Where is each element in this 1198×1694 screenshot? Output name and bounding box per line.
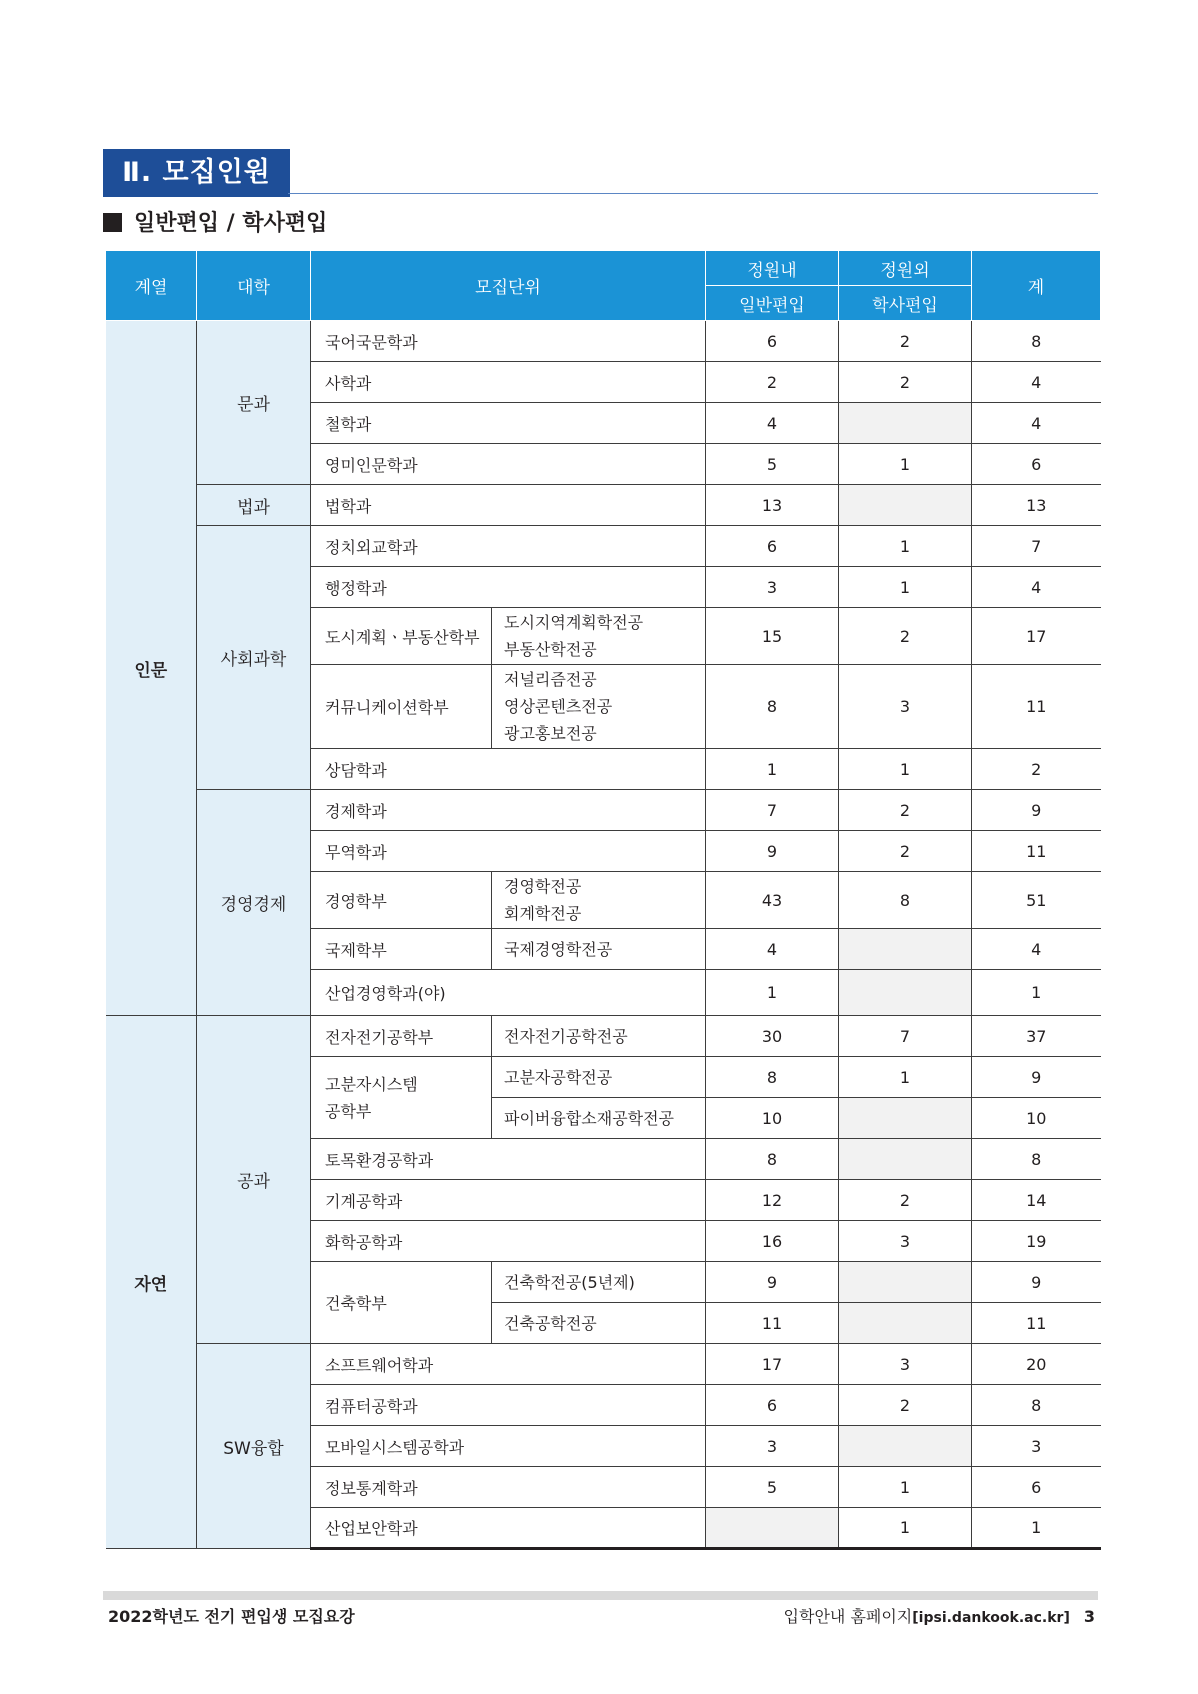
dept-cell: 토목환경공학과	[311, 1139, 706, 1180]
major-name: 광고홍보전공	[504, 724, 597, 743]
major-name: 도시지역계획학전공	[504, 613, 644, 632]
general-count: 8	[706, 1057, 839, 1098]
major-cell	[492, 1098, 706, 1139]
bachelor-count: 1	[839, 1057, 972, 1098]
bachelor-count-empty	[839, 1303, 972, 1344]
square-bullet-icon	[103, 213, 122, 232]
dept-cell: 사학과	[311, 362, 706, 403]
bachelor-count-empty	[839, 485, 972, 526]
footer-homepage	[784, 1605, 1095, 1630]
bachelor-count: 7	[839, 1016, 972, 1057]
dept-cell: 정치외교학과	[311, 526, 706, 567]
general-count: 2	[706, 362, 839, 403]
dept-cell: 정보통계학과	[311, 1467, 706, 1508]
total-count: 9	[972, 790, 1101, 831]
general-count: 15	[706, 608, 839, 665]
general-count: 7	[706, 790, 839, 831]
footer-homepage-url[interactable]: [ipsi.dankook.ac.kr]	[912, 1610, 1070, 1626]
page-number: 3	[1083, 1607, 1095, 1626]
major-cell	[492, 1303, 706, 1344]
table-row	[106, 485, 1101, 526]
bachelor-count: 2	[839, 1385, 972, 1426]
general-count: 5	[706, 444, 839, 485]
bachelor-count: 3	[839, 1221, 972, 1262]
dept-cell: 산업경영학과(야)	[311, 970, 706, 1016]
header-college: 대학	[197, 251, 311, 321]
general-count: 3	[706, 567, 839, 608]
header-quota-in: 정원내	[706, 251, 839, 286]
dept-cell: 국어국문학과	[311, 321, 706, 362]
bachelor-count: 1	[839, 1467, 972, 1508]
major-name: 부동산학전공	[504, 640, 597, 659]
dept-cell: 기계공학과	[311, 1180, 706, 1221]
dept-cell: 경제학과	[311, 790, 706, 831]
total-count: 51	[972, 872, 1101, 929]
total-count: 13	[972, 485, 1101, 526]
total-count: 11	[972, 1303, 1101, 1344]
dept-cell: 화학공학과	[311, 1221, 706, 1262]
dept-cell: 도시계획ㆍ부동산학부	[311, 608, 492, 665]
college-cell: 공과	[197, 1016, 311, 1344]
dept-cell: 법학과	[311, 485, 706, 526]
dept-cell: 소프트웨어학과	[311, 1344, 706, 1385]
bachelor-count: 2	[839, 362, 972, 403]
total-count: 9	[972, 1262, 1101, 1303]
general-count: 30	[706, 1016, 839, 1057]
major-name: 경영학전공	[504, 877, 582, 896]
general-count: 1	[706, 749, 839, 790]
bachelor-count: 1	[839, 444, 972, 485]
general-count: 11	[706, 1303, 839, 1344]
general-count: 9	[706, 831, 839, 872]
total-count: 8	[972, 1139, 1101, 1180]
college-cell: 경영경제	[197, 790, 311, 1016]
college-cell: 법과	[197, 485, 311, 526]
title-rule	[288, 193, 1098, 194]
header-unit: 모집단위	[311, 251, 706, 321]
total-count: 20	[972, 1344, 1101, 1385]
bachelor-count-empty	[839, 1139, 972, 1180]
bachelor-count-empty	[839, 1262, 972, 1303]
header-total: 계	[972, 251, 1101, 321]
total-count: 11	[972, 665, 1101, 749]
total-count: 9	[972, 1057, 1101, 1098]
major-cell	[492, 1262, 706, 1303]
college-cell: 사회과학	[197, 526, 311, 790]
table-row	[106, 1344, 1101, 1385]
dept-cell: 커뮤니케이션학부	[311, 665, 492, 749]
footer-homepage-label: 입학안내 홈페이지	[783, 1607, 913, 1626]
total-count: 2	[972, 749, 1101, 790]
total-count: 11	[972, 831, 1101, 872]
total-count: 1	[972, 1508, 1101, 1549]
total-count: 4	[972, 403, 1101, 444]
general-count: 9	[706, 1262, 839, 1303]
general-count: 43	[706, 872, 839, 929]
bachelor-count: 2	[839, 608, 972, 665]
major-cell	[492, 1057, 706, 1098]
bachelor-count: 2	[839, 1180, 972, 1221]
bachelor-count: 2	[839, 790, 972, 831]
dept-cell: 철학과	[311, 403, 706, 444]
section-title: Ⅱ. 모집인원	[103, 149, 290, 197]
general-count: 6	[706, 526, 839, 567]
major-name: 파이버융합소재공학전공	[504, 1108, 675, 1128]
major-name: 국제경영학전공	[504, 939, 613, 959]
bachelor-count-empty	[839, 1426, 972, 1467]
dept-cell: 산업보안학과	[311, 1508, 706, 1549]
total-count: 14	[972, 1180, 1101, 1221]
major-cell	[492, 608, 706, 665]
header-general: 일반편입	[706, 286, 839, 321]
dept-cell: 영미인문학과	[311, 444, 706, 485]
field-cell: 자연	[106, 1016, 197, 1549]
dept-cell: 행정학과	[311, 567, 706, 608]
bachelor-count-empty	[839, 403, 972, 444]
major-cell	[492, 1016, 706, 1057]
general-count: 4	[706, 403, 839, 444]
recruitment-table	[105, 251, 1101, 1550]
general-count-empty	[706, 1508, 839, 1549]
bachelor-count: 2	[839, 321, 972, 362]
bachelor-count: 1	[839, 749, 972, 790]
major-name: 저널리즘전공	[504, 670, 597, 689]
general-count: 10	[706, 1098, 839, 1139]
general-count: 8	[706, 1139, 839, 1180]
dept-cell: 국제학부	[311, 929, 492, 970]
total-count: 3	[972, 1426, 1101, 1467]
bachelor-count-empty	[839, 929, 972, 970]
total-count: 7	[972, 526, 1101, 567]
table-row	[106, 321, 1101, 362]
dept-cell: 컴퓨터공학과	[311, 1385, 706, 1426]
college-cell: 문과	[197, 321, 311, 485]
total-count: 4	[972, 567, 1101, 608]
general-count: 5	[706, 1467, 839, 1508]
dept-cell: 모바일시스템공학과	[311, 1426, 706, 1467]
dept-cell: 상담학과	[311, 749, 706, 790]
general-count: 6	[706, 321, 839, 362]
general-count: 8	[706, 665, 839, 749]
major-cell	[492, 929, 706, 970]
general-count: 16	[706, 1221, 839, 1262]
bachelor-count: 1	[839, 526, 972, 567]
header-field: 계열	[106, 251, 197, 321]
major-name: 고분자공학전공	[504, 1067, 613, 1087]
general-count: 13	[706, 485, 839, 526]
major-name: 건축학전공(5년제)	[504, 1272, 635, 1292]
header-quota-out: 정원외	[839, 251, 972, 286]
major-name: 회계학전공	[504, 904, 582, 923]
major-name: 건축공학전공	[504, 1313, 597, 1333]
bachelor-count-empty	[839, 1098, 972, 1139]
general-count: 3	[706, 1426, 839, 1467]
bachelor-count: 1	[839, 567, 972, 608]
subsection-heading	[103, 206, 327, 242]
dept-cell: 경영학부	[311, 872, 492, 929]
total-count: 4	[972, 929, 1101, 970]
footer-document-title: 2022학년도 전기 편입생 모집요강	[108, 1607, 355, 1626]
total-count: 4	[972, 362, 1101, 403]
subsection-title: 일반편입 / 학사편입	[134, 211, 328, 236]
total-count: 17	[972, 608, 1101, 665]
general-count: 17	[706, 1344, 839, 1385]
dept-cell: 전자전기공학부	[311, 1016, 492, 1057]
total-count: 19	[972, 1221, 1101, 1262]
field-cell: 인문	[106, 321, 197, 1016]
dept-cell: 무역학과	[311, 831, 706, 872]
dept-cell: 건축학부	[311, 1262, 492, 1344]
bachelor-count: 8	[839, 872, 972, 929]
table-row	[106, 526, 1101, 567]
major-name: 전자전기공학전공	[504, 1026, 628, 1046]
general-count: 12	[706, 1180, 839, 1221]
bachelor-count: 2	[839, 831, 972, 872]
total-count: 1	[972, 970, 1101, 1016]
major-cell	[492, 665, 706, 749]
total-count: 10	[972, 1098, 1101, 1139]
bachelor-count-empty	[839, 970, 972, 1016]
total-count: 6	[972, 444, 1101, 485]
general-count: 6	[706, 1385, 839, 1426]
table-row	[106, 1016, 1101, 1057]
dept-cell: 고분자시스템 공학부	[311, 1057, 492, 1139]
major-cell	[492, 872, 706, 929]
total-count: 8	[972, 321, 1101, 362]
major-name: 영상콘텐츠전공	[504, 697, 613, 716]
general-count: 4	[706, 929, 839, 970]
bachelor-count: 1	[839, 1508, 972, 1549]
total-count: 37	[972, 1016, 1101, 1057]
total-count: 6	[972, 1467, 1101, 1508]
total-count: 8	[972, 1385, 1101, 1426]
general-count: 1	[706, 970, 839, 1016]
header-bachelor: 학사편입	[839, 286, 972, 321]
bachelor-count: 3	[839, 1344, 972, 1385]
bachelor-count: 3	[839, 665, 972, 749]
table-row	[106, 790, 1101, 831]
college-cell: SW융합	[197, 1344, 311, 1549]
footer-bar	[103, 1591, 1098, 1600]
